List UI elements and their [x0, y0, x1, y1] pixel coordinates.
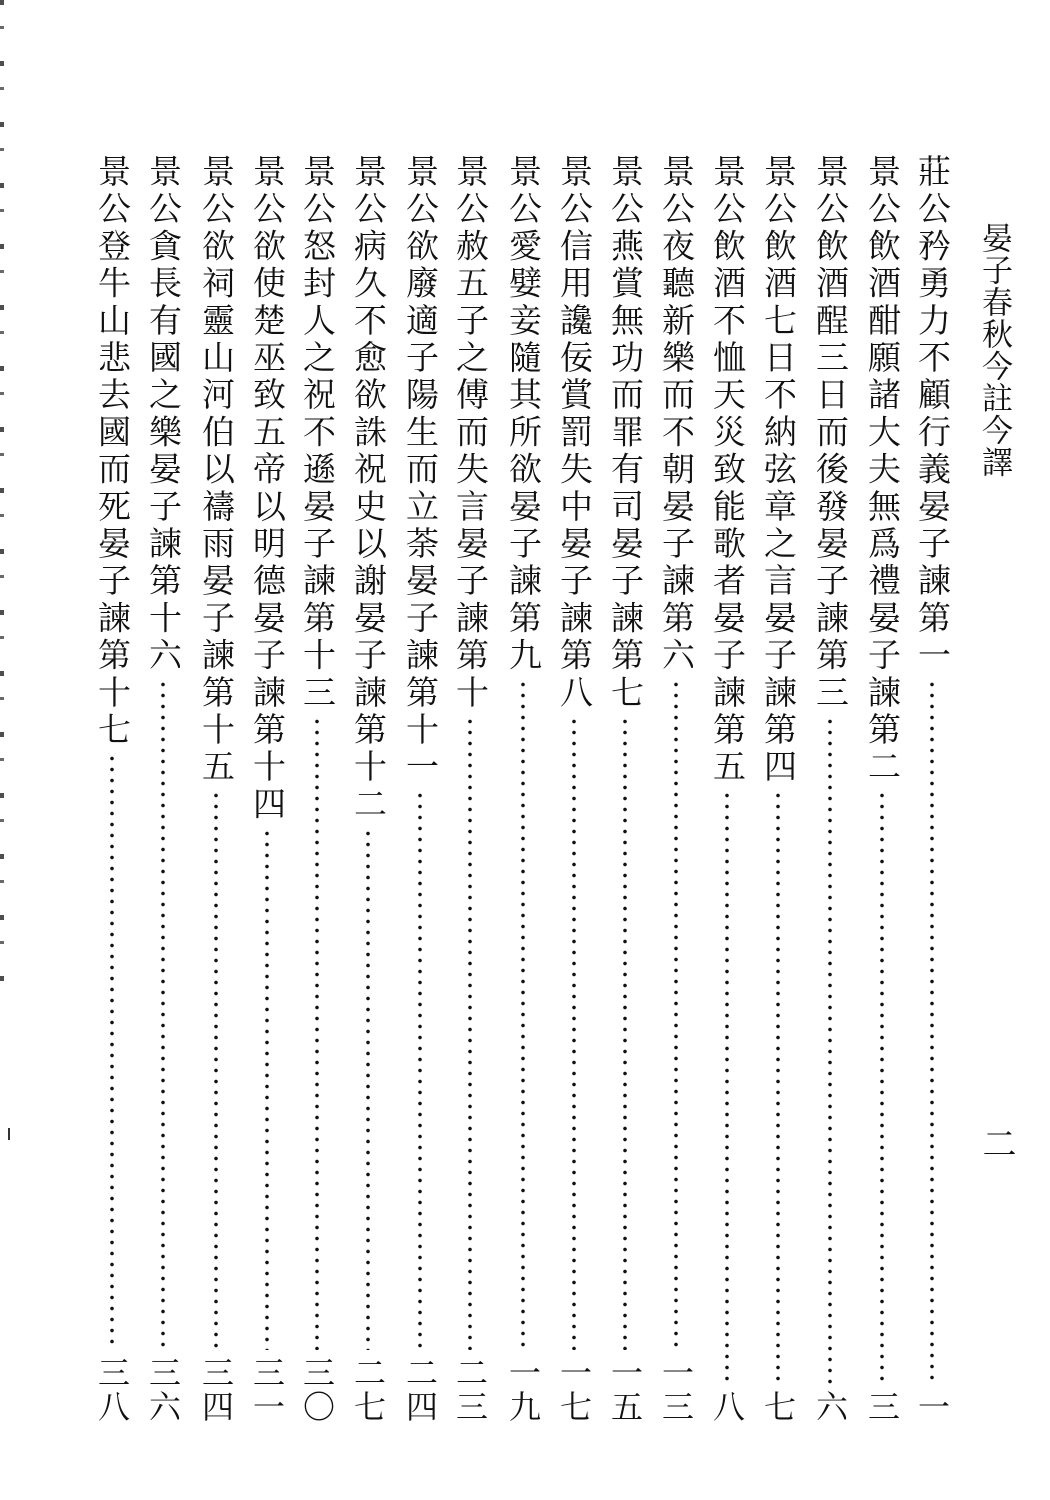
toc-entry-8[interactable]: [552, 154, 596, 1424]
toc-entry-title: 景公怒封人之祝不遜晏子諫第十三: [298, 154, 337, 712]
toc-entry-5[interactable]: [705, 154, 749, 1424]
toc-entry-4[interactable]: [756, 154, 800, 1424]
toc-entry-10[interactable]: [448, 154, 492, 1424]
toc-entry-3[interactable]: [808, 154, 852, 1424]
toc-entry-page: 二七: [349, 1356, 387, 1424]
running-title: 晏子春秋今註今譯: [976, 222, 1012, 478]
toc-entry-9[interactable]: [501, 154, 545, 1424]
toc-entry-page: 一九: [504, 1356, 542, 1424]
toc-entry-page: 六: [811, 1390, 849, 1424]
toc-entry-title: 景公飲酒不恤天災致能歌者晏子諫第五: [708, 154, 747, 787]
toc-entry-title: 景公愛嬖妾隨其所欲晏子諫第九: [504, 154, 543, 675]
toc-entry-page: 三八: [93, 1356, 131, 1424]
toc-entry-page: 三一: [248, 1356, 286, 1424]
toc-entry-page: 一七: [555, 1356, 593, 1424]
toc-entry-title: 景公飲酒酲三日而後發晏子諫第三: [811, 154, 850, 712]
dot-leader: [468, 716, 472, 1350]
scan-edge-artifact: [0, 0, 4, 1000]
dot-leader: [880, 790, 884, 1384]
toc-entry-11[interactable]: [398, 154, 442, 1424]
toc-entry-17[interactable]: [90, 154, 134, 1424]
dot-leader: [572, 716, 576, 1350]
toc-entry-title: 景公夜聽新樂而不朝晏子諫第六: [657, 154, 696, 675]
toc-entry-7[interactable]: [603, 154, 647, 1424]
toc-entry-6[interactable]: [654, 154, 698, 1424]
dot-leader: [315, 716, 319, 1350]
toc-entry-title: 景公病久不愈欲誅祝史以謝晏子諫第十二: [349, 154, 388, 824]
toc-entry-1[interactable]: [910, 154, 954, 1424]
toc-entry-page: 一五: [606, 1356, 644, 1424]
toc-entry-title: 景公欲使楚巫致五帝以明德晏子諫第十四: [248, 154, 287, 824]
toc-entry-title: 景公赦五子之傅而失言晏子諫第十: [451, 154, 490, 712]
dot-leader: [214, 790, 218, 1350]
toc-entry-title: 景公飲酒酣願諸大夫無爲禮晏子諫第二: [863, 154, 902, 787]
toc-entry-page: 三: [863, 1390, 901, 1424]
toc-entry-page: 八: [708, 1390, 746, 1424]
dot-leader: [110, 753, 114, 1350]
dot-leader: [418, 790, 422, 1350]
dot-leader: [828, 716, 832, 1384]
toc-entry-12[interactable]: [346, 154, 390, 1424]
page-number: 二: [976, 1126, 1016, 1160]
dot-leader: [725, 790, 729, 1384]
toc-entry-page: 二三: [451, 1356, 489, 1424]
dot-leader: [161, 679, 165, 1350]
table-of-contents: [86, 154, 966, 1424]
scan-mark-artifact: [8, 1128, 10, 1140]
dot-leader: [674, 679, 678, 1350]
toc-entry-page: 一: [913, 1390, 951, 1424]
toc-entry-title: 莊公矜勇力不顧行義晏子諫第一: [913, 154, 952, 675]
dot-leader: [265, 828, 269, 1350]
dot-leader: [623, 716, 627, 1350]
toc-entry-2[interactable]: [860, 154, 904, 1424]
toc-entry-14[interactable]: [245, 154, 289, 1424]
toc-entry-page: 三四: [197, 1356, 235, 1424]
dot-leader: [521, 679, 525, 1350]
toc-entry-title: 景公欲廢適子陽生而立荼晏子諫第十一: [401, 154, 440, 787]
dot-leader: [366, 828, 370, 1350]
toc-entry-title: 景公貪長有國之樂晏子諫第十六: [144, 154, 183, 675]
toc-entry-page: 一三: [657, 1356, 695, 1424]
toc-entry-page: 七: [759, 1390, 797, 1424]
toc-entry-title: 景公欲祠靈山河伯以禱雨晏子諫第十五: [197, 154, 236, 787]
dot-leader: [776, 790, 780, 1384]
toc-entry-16[interactable]: [141, 154, 185, 1424]
toc-entry-page: 三六: [144, 1356, 182, 1424]
toc-entry-title: 景公飲酒七日不納弦章之言晏子諫第四: [759, 154, 798, 787]
toc-entry-page: 三〇: [298, 1356, 336, 1424]
toc-entry-13[interactable]: [295, 154, 339, 1424]
toc-entry-title: 景公登牛山悲去國而死晏子諫第十七: [93, 154, 132, 750]
toc-entry-page: 二四: [401, 1356, 439, 1424]
toc-entry-15[interactable]: [194, 154, 238, 1424]
toc-entry-title: 景公燕賞無功而罪有司晏子諫第七: [606, 154, 645, 712]
toc-entry-title: 景公信用讒佞賞罰失中晏子諫第八: [555, 154, 594, 712]
dot-leader: [930, 679, 934, 1384]
